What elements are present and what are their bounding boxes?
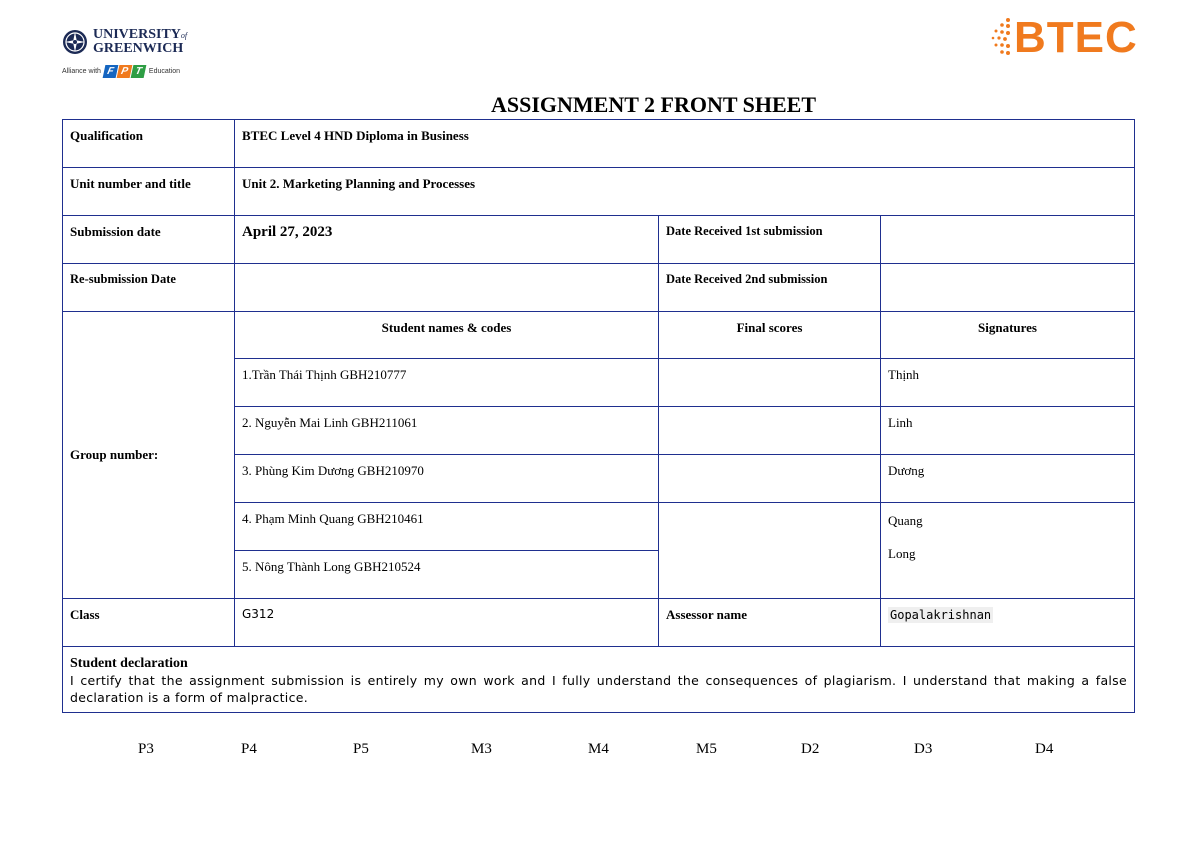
- assessor-name-label: Assessor name: [659, 599, 881, 647]
- signatures-header: Signatures: [881, 312, 1135, 359]
- submission-date-value[interactable]: April 27, 2023: [235, 216, 659, 264]
- btec-logo: [990, 14, 1140, 62]
- class-row: [63, 599, 1135, 647]
- class-value[interactable]: G312: [235, 599, 659, 647]
- student-signature: Linh: [881, 407, 1135, 455]
- resubmission-date-value[interactable]: [235, 264, 659, 312]
- student-name: 1.Trần Thái Thịnh GBH210777: [235, 359, 659, 407]
- student-score[interactable]: [659, 359, 881, 407]
- date-received-1st-label: Date Received 1st submission: [659, 216, 881, 264]
- fpt-letter-t: T: [131, 65, 147, 78]
- submission-row: [63, 216, 1135, 264]
- student-declaration: [63, 647, 1135, 713]
- student-score[interactable]: [659, 455, 881, 503]
- student-signature: Long: [888, 546, 916, 561]
- assessor-name-cell: [881, 599, 1135, 647]
- fpt-letter-p: P: [117, 65, 133, 78]
- compass-crest-icon: [62, 29, 88, 55]
- btec-dots-icon: [990, 16, 1012, 60]
- fpt-letter-f: F: [103, 65, 119, 78]
- resubmission-date-label: Re-submission Date: [63, 264, 235, 312]
- submission-date-label: Submission date: [63, 216, 235, 264]
- combined-signature-cell: [881, 503, 1135, 599]
- university-line-2: GREENWICH: [93, 41, 184, 56]
- criterion-label: D2: [801, 741, 820, 757]
- assessor-name-value[interactable]: Gopalakrishnan: [890, 608, 992, 622]
- student-names-header: Student names & codes: [235, 312, 659, 359]
- student-signature: Thịnh: [881, 359, 1135, 407]
- criterion-label: M4: [588, 741, 609, 757]
- btec-wordmark: BTEC: [1014, 13, 1138, 62]
- student-signature: Quang: [888, 513, 923, 528]
- front-sheet-table: [62, 119, 1135, 713]
- university-logo: [62, 28, 202, 94]
- date-received-2nd-value[interactable]: [881, 264, 1135, 312]
- student-signature: Dương: [881, 455, 1135, 503]
- resubmission-row: [63, 264, 1135, 312]
- qualification-label: Qualification: [63, 120, 235, 168]
- unit-value: Unit 2. Marketing Planning and Processes: [235, 168, 1135, 216]
- declaration-text: I certify that the assignment submission is entirely my own work and I fully understand the consequences of plagiarism. I understand that making a false declaration is a form of malpractice.: [70, 673, 1127, 705]
- unit-row: [63, 168, 1135, 216]
- university-of: of: [180, 31, 188, 40]
- criterion-label: D3: [914, 741, 933, 757]
- grading-criteria: [0, 741, 1200, 761]
- declaration-row: [63, 647, 1135, 713]
- class-label: Class: [63, 599, 235, 647]
- university-line-1: UNIVERSITY: [93, 27, 181, 42]
- criterion-label: P4: [241, 741, 257, 757]
- student-name: 5. Nông Thành Long GBH210524: [235, 551, 659, 599]
- university-name: [93, 28, 187, 55]
- final-scores-header: Final scores: [659, 312, 881, 359]
- criterion-label: D4: [1035, 741, 1054, 757]
- unit-label: Unit number and title: [63, 168, 235, 216]
- criterion-label: P5: [353, 741, 369, 757]
- group-header-row: [63, 312, 1135, 359]
- page-title: ASSIGNMENT 2 FRONT SHEET: [491, 92, 816, 117]
- student-name: 2. Nguyễn Mai Linh GBH211061: [235, 407, 659, 455]
- declaration-title: Student declaration: [70, 656, 188, 671]
- front-sheet-form: [62, 119, 1134, 713]
- alliance-suffix: Education: [148, 68, 181, 75]
- group-number-label: Group number:: [63, 312, 235, 599]
- criterion-label: M5: [696, 741, 717, 757]
- qualification-value: BTEC Level 4 HND Diploma in Business: [235, 120, 1135, 168]
- criterion-label: M3: [471, 741, 492, 757]
- alliance-prefix: Alliance with: [62, 68, 101, 75]
- student-score[interactable]: [659, 407, 881, 455]
- date-received-2nd-label: Date Received 2nd submission: [659, 264, 881, 312]
- student-name: 4. Phạm Minh Quang GBH210461: [235, 503, 659, 551]
- fpt-logo: [104, 65, 146, 78]
- qualification-row: [63, 120, 1135, 168]
- student-score[interactable]: [659, 503, 881, 599]
- student-name: 3. Phùng Kim Dương GBH210970: [235, 455, 659, 503]
- fpt-alliance: [62, 65, 202, 78]
- criterion-label: P3: [138, 741, 154, 757]
- date-received-1st-value[interactable]: [881, 216, 1135, 264]
